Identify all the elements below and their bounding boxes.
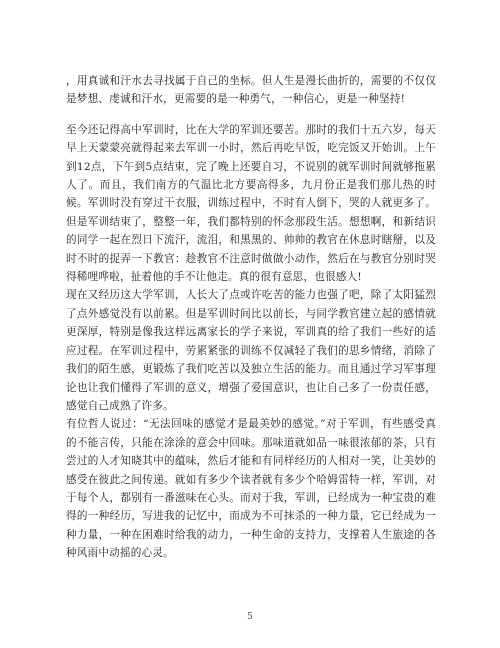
paragraph-2: 至今还记得高中军训时，比在大学的军训还要苦。那时的我们十五六岁，每天早上天蒙蒙亮就得起来去军训一小时，然后再吃早饭，吃完饭又开始训。上午到12点，下午到5点结束，完了晚上还要自习，不说别的就军训时间就够拖累人了。而且，我们南方的气温比北方要高得多，九月份正是我们那儿热的时候。军训时没有穿过干衣服，训练过程中，不时有人倒下，哭的人就更多了。但是军训结束了，整整一年，我们都特别的怀念那段生活。想想啊，和新结识的同学一起在烈日下流汗，流泪，和黑黑的、帅帅的教官在休息时瞎掰，以及时不时的捉弄一下教官：趁教官不注意时做做小动作，然后在与教官分别时哭得稀哩哗啦，扯着他的手不让他走。真的很有意思，也很感人! xyxy=(66,123,436,284)
paragraph-1: ，用真诚和汗水去寻找属于自己的坐标。但人生是漫长曲折的，需要的不仅仅是梦想、虔诚和汗水，更需要的是一种勇气，一种信心，更是一种坚持! xyxy=(66,75,436,106)
document-body xyxy=(66,72,436,563)
page-number: 5 xyxy=(247,612,253,622)
paragraph-3: 现在又经历这大学军训，人长大了点或许吃苦的能力也强了吧，除了太阳猛烈了点外感觉没有以前累。但是军训时间比以前长，与同学教官建立起的感情就更深厚，特别是像我这样远离家长的学子来说，军训真的给了我们一些好的适应过程。在军训过程中，劳累紧张的训练不仅减轻了我们的思乡情绪，消除了我们的陌生感，更锻炼了我们吃苦以及独立生活的能力。而且通过学习军事理论也让我们懂得了军训的意义，增强了爱国意识，也让自己多了一份责任感，感觉自己成熟了许多。 xyxy=(66,289,436,412)
paragraph-gap xyxy=(66,109,436,121)
paragraph-4: 有位哲人说过：“无法回味的感觉才是最美妙的感觉。”对于军训，有些感受真的不能言传，只能在涂涂的意会中回味。那味道就如品一味很浓郁的茶，只有尝过的人才知晓其中的蕴味，然后才能和有同样经历的人相对一笑，让美妙的感受在彼此之间传递。就如有多少个读者就有多少个哈姆雷特一样，军训，对于每个人，都别有一番滋味在心头。而对于我，军训，已经成为一种宝贵的难得的一种经历，写进我的记忆中，而成为不可抹杀的一种力量，它已经成为一种力量，一种在困难时给我的动力，一种生命的支持力，支撑着人生旅途的各种风雨中动摇的心灵。 xyxy=(66,418,436,560)
